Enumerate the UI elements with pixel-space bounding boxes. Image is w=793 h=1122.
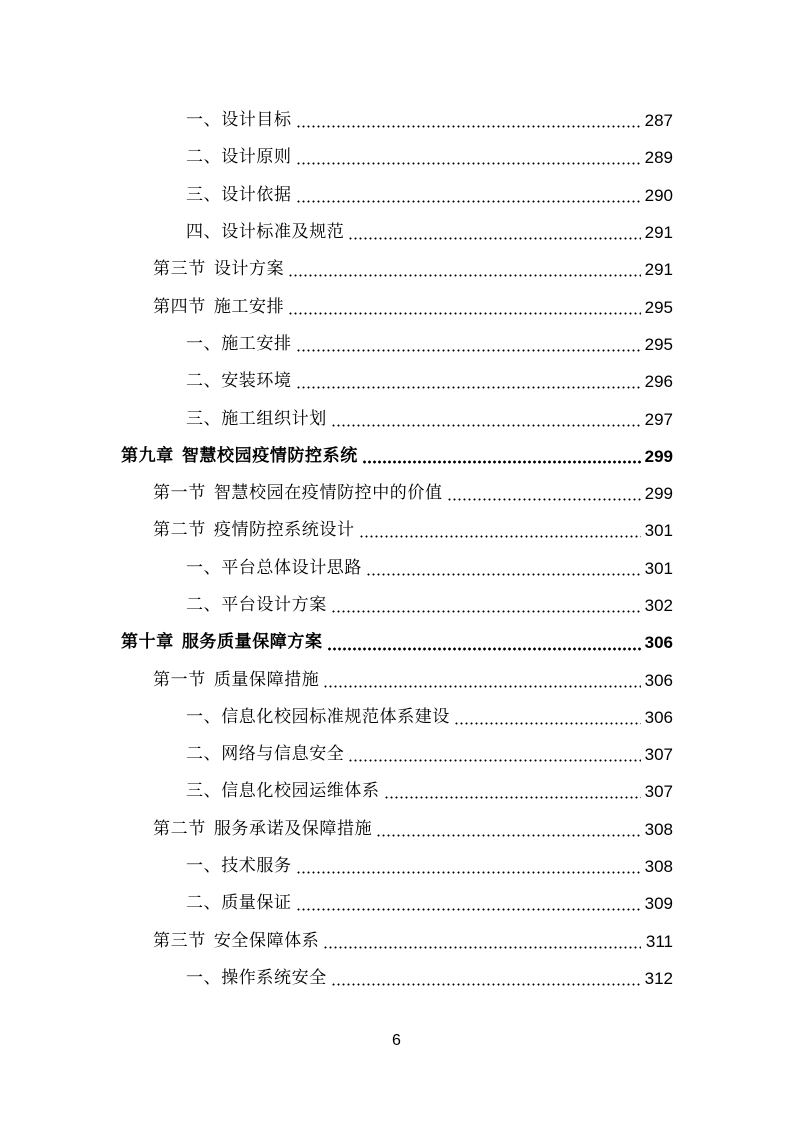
toc-entry-page: 289 (644, 148, 673, 168)
toc-entry-text: 信息化校园标准规范体系建设 (221, 706, 451, 727)
toc-subsection-entry (0, 326, 793, 363)
toc-dot-leader (376, 834, 641, 837)
toc-subsection-entry (0, 102, 793, 139)
toc-subsection-entry (0, 214, 793, 251)
toc-entry-label: 一、 (186, 110, 222, 131)
toc-section-entry (0, 512, 793, 549)
toc-section-entry (0, 475, 793, 512)
toc-entry-page: 312 (644, 968, 673, 988)
toc-dot-leader (296, 162, 641, 165)
toc-entry-page: 295 (644, 297, 673, 317)
toc-entry-label: 一、 (186, 856, 222, 877)
toc-entry-title (186, 597, 327, 614)
toc-entry-page: 307 (644, 745, 673, 765)
toc-entry-label: 第三节 (153, 930, 206, 951)
toc-entry-title (186, 184, 292, 205)
toc-entry-title (186, 858, 292, 875)
toc-subsection-entry (0, 550, 793, 587)
toc-section-entry (0, 661, 793, 698)
toc-dot-leader (296, 200, 641, 203)
toc-entry-label: 第三节 (153, 259, 206, 280)
toc-entry-title (153, 261, 284, 278)
toc-entry-label: 一、 (186, 557, 222, 578)
toc-entry-page: 296 (644, 372, 673, 392)
toc-subsection-entry (0, 885, 793, 922)
toc-subsection-entry (0, 139, 793, 176)
toc-section-entry (0, 288, 793, 325)
toc-entry-text: 平台设计方案 (221, 595, 327, 615)
toc-entry-title (153, 669, 320, 690)
toc-entry-title (186, 408, 327, 429)
toc-entry-text: 操作系统安全 (221, 967, 327, 988)
toc-dot-leader (362, 460, 641, 464)
toc-entry-label: 第二节 (153, 520, 206, 541)
toc-entry-title (186, 224, 344, 241)
toc-entry-title (153, 296, 285, 317)
toc-entry-text: 设计依据 (221, 184, 292, 205)
toc-entry-page: 299 (644, 484, 673, 504)
toc-entry-page: 311 (645, 931, 673, 951)
toc-entry-page: 287 (644, 111, 673, 131)
toc-dot-leader (296, 871, 641, 874)
toc-entry-text: 施工安排 (221, 333, 292, 354)
toc-subsection-entry (0, 587, 793, 624)
toc-entry-title (153, 930, 320, 951)
toc-dot-leader (296, 386, 641, 389)
toc-entry-title (186, 557, 363, 578)
toc-section-entry (0, 251, 793, 288)
toc-dot-leader (331, 983, 641, 986)
toc-entry-text: 服务承诺及保障措施 (213, 818, 373, 839)
toc-subsection-entry (0, 848, 793, 885)
toc-entry-text: 质量保障措施 (213, 669, 320, 690)
toc-entry-title (186, 706, 451, 727)
toc-dot-leader (296, 125, 641, 128)
toc-entry-page: 291 (644, 223, 673, 243)
toc-dot-leader (348, 759, 641, 762)
toc-entry-label: 二、 (186, 147, 222, 168)
toc-entry-title (121, 445, 358, 466)
toc-entry-text: 技术服务 (221, 856, 292, 877)
toc-entry-title (153, 818, 373, 839)
toc-dot-leader (348, 237, 641, 240)
page-number: 6 (392, 1032, 401, 1049)
toc-dot-leader (454, 722, 641, 725)
toc-dot-leader (366, 573, 641, 576)
toc-entry-text: 设计目标 (221, 110, 292, 131)
toc-entry-text: 服务质量保障方案 (181, 632, 323, 653)
toc-entry-title (186, 112, 292, 129)
toc-entry-title (121, 634, 323, 651)
toc-entry-text: 智慧校园在疫情防控中的价值 (213, 483, 443, 504)
toc-entry-label: 一、 (186, 967, 222, 988)
toc-section-entry (0, 811, 793, 848)
toc-entry-label: 第九章 (121, 445, 174, 466)
toc-entry-text: 安全保障体系 (213, 930, 320, 951)
toc-entry-page: 297 (644, 409, 673, 429)
toc-subsection-entry (0, 773, 793, 810)
toc-entry-label: 二、 (186, 744, 222, 765)
toc-entry-text: 平台总体设计思路 (221, 557, 363, 578)
toc-entry-page: 306 (644, 670, 673, 690)
toc-entry-text: 质量保证 (221, 893, 292, 914)
toc-dot-leader (447, 498, 641, 501)
toc-subsection-entry (0, 400, 793, 437)
toc-entry-text: 设计方案 (213, 259, 285, 280)
toc-entry-page: 307 (644, 782, 673, 802)
toc-entry-text: 智慧校园疫情防控系统 (181, 445, 358, 466)
toc-entry-label: 一、 (186, 706, 222, 727)
table-of-contents (0, 102, 793, 997)
toc-entry-text: 设计原则 (221, 147, 292, 168)
toc-entry-label: 三、 (186, 408, 222, 429)
toc-dot-leader (327, 647, 641, 651)
toc-entry-label: 三、 (186, 184, 222, 205)
toc-entry-text: 施工组织计划 (221, 408, 327, 429)
toc-dot-leader (323, 685, 641, 688)
toc-entry-page: 302 (644, 596, 673, 615)
toc-entry-page: 299 (644, 446, 673, 466)
toc-entry-label: 第十章 (121, 632, 174, 653)
toc-entry-text: 安装环境 (221, 371, 292, 392)
toc-section-entry (0, 923, 793, 960)
toc-dot-leader (288, 312, 641, 315)
toc-chapter-entry (0, 438, 793, 475)
toc-entry-title (186, 149, 292, 166)
toc-dot-leader (296, 908, 641, 911)
toc-chapter-entry (0, 624, 793, 661)
toc-entry-label: 三、 (186, 781, 222, 802)
toc-entry-text: 信息化校园运维体系 (221, 781, 380, 802)
toc-entry-title (186, 895, 292, 912)
toc-entry-page: 295 (644, 334, 673, 354)
toc-entry-page: 291 (644, 260, 673, 280)
toc-entry-label: 第一节 (153, 669, 206, 690)
toc-entry-label: 二、 (186, 371, 222, 392)
toc-subsection-entry (0, 177, 793, 214)
toc-dot-leader (331, 424, 641, 427)
toc-entry-page: 301 (644, 521, 673, 541)
toc-entry-text: 网络与信息安全 (221, 744, 345, 765)
toc-entry-title (186, 746, 344, 763)
toc-dot-leader (323, 946, 641, 949)
toc-entry-label: 第四节 (153, 296, 206, 317)
toc-entry-label: 四、 (186, 222, 222, 243)
toc-dot-leader (296, 349, 641, 352)
toc-entry-title (186, 333, 292, 354)
toc-dot-leader (359, 535, 641, 538)
toc-entry-text: 设计标准及规范 (221, 222, 345, 243)
toc-entry-label: 二、 (186, 595, 222, 615)
toc-subsection-entry (0, 363, 793, 400)
toc-entry-page: 309 (644, 894, 673, 914)
toc-entry-page: 306 (644, 707, 673, 727)
toc-entry-page: 306 (644, 633, 673, 653)
toc-entry-page: 308 (644, 819, 673, 839)
toc-entry-title (153, 485, 443, 502)
toc-dot-leader (288, 274, 641, 277)
toc-dot-leader (331, 610, 641, 613)
toc-entry-label: 第一节 (153, 483, 206, 504)
toc-entry-page: 301 (644, 558, 673, 578)
toc-subsection-entry (0, 699, 793, 736)
toc-entry-text: 疫情防控系统设计 (213, 520, 355, 541)
toc-entry-page: 290 (644, 185, 673, 205)
toc-subsection-entry (0, 960, 793, 997)
toc-subsection-entry (0, 736, 793, 773)
toc-entry-title (186, 783, 380, 800)
toc-entry-title (153, 522, 355, 539)
toc-entry-title (186, 967, 327, 988)
toc-entry-label: 一、 (186, 333, 222, 354)
toc-entry-page: 308 (644, 857, 673, 877)
toc-entry-title (186, 373, 292, 390)
toc-dot-leader (384, 796, 641, 799)
toc-entry-label: 二、 (186, 893, 222, 914)
toc-entry-text: 施工安排 (213, 296, 285, 317)
toc-entry-label: 第二节 (153, 818, 206, 839)
